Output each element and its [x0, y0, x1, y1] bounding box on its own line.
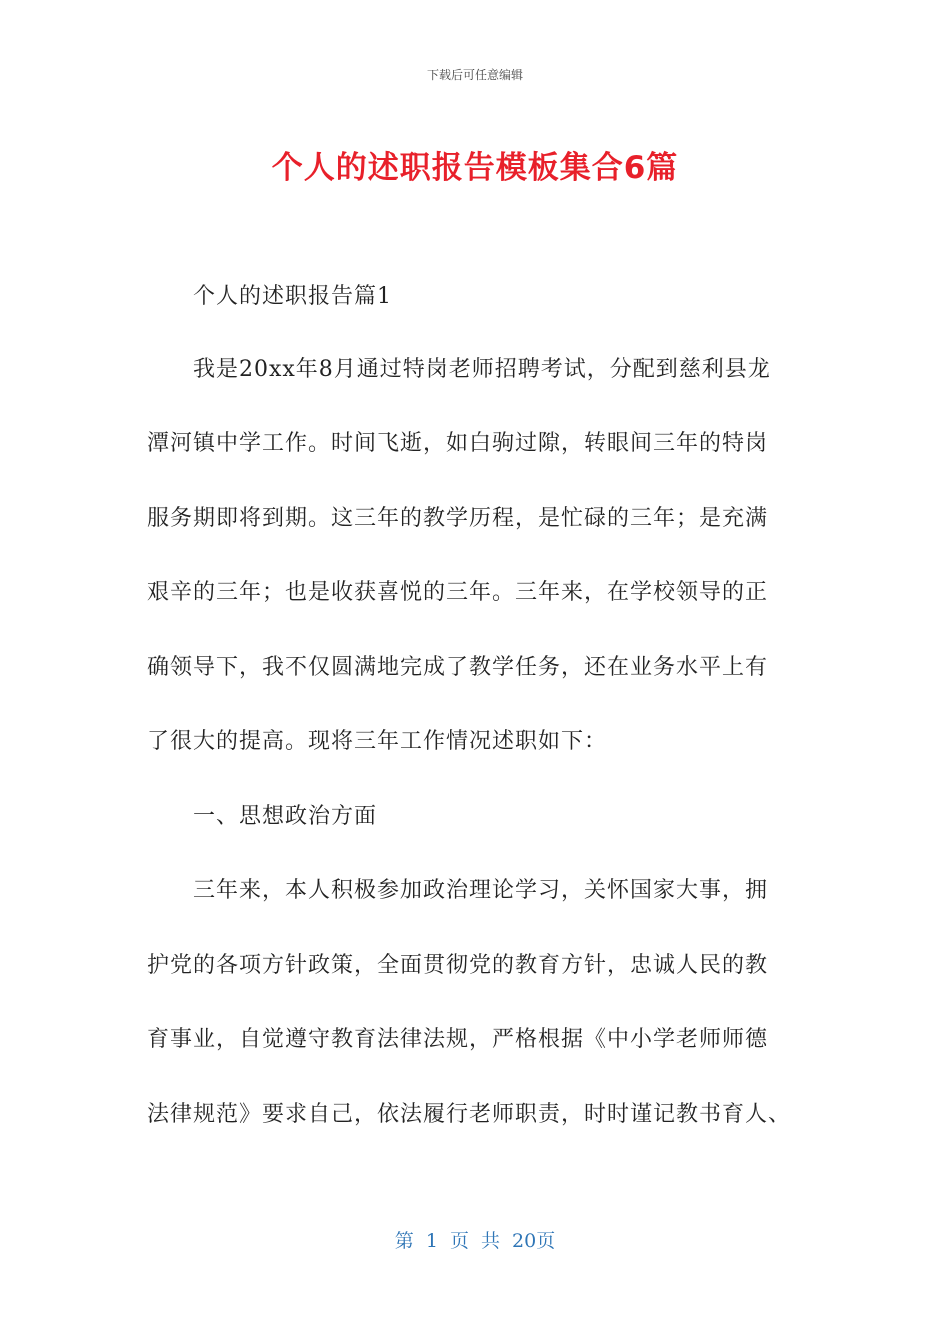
- paragraph-line: 护党的各项方针政策，全面贯彻党的教育方针，忠诚人民的教: [147, 953, 769, 978]
- paragraph-line: 潭河镇中学工作。时间飞逝，如白驹过隙，转眼间三年的特岗: [147, 431, 769, 456]
- paragraph-line: 育事业，自觉遵守教育法律法规，严格根据《中小学老师师德: [147, 1027, 769, 1052]
- paragraph-line: 我是20xx年8月通过特岗老师招聘考试，分配到慈利县龙: [193, 357, 771, 382]
- paragraph-line: 服务期即将到期。这三年的教学历程，是忙碌的三年；是充满: [147, 506, 769, 531]
- section-heading: 个人的述职报告篇1: [193, 284, 392, 309]
- document-title: 个人的述职报告模板集合6篇: [271, 150, 679, 186]
- paragraph-line: 艰辛的三年；也是收获喜悦的三年。三年来，在学校领导的正: [147, 580, 769, 605]
- paragraph-line: 确领导下，我不仅圆满地完成了教学任务，还在业务水平上有: [147, 655, 769, 680]
- page-header-note: 下载后可任意编辑: [426, 68, 523, 82]
- section-heading: 一、思想政治方面: [193, 804, 378, 829]
- paragraph-line: 法律规范》要求自己，依法履行老师职责，时时谨记教书育人、: [147, 1102, 792, 1127]
- page-number-footer: 第 1 页 共 20页: [394, 1230, 556, 1252]
- paragraph-line: 三年来，本人积极参加政治理论学习，关怀国家大事，拥: [193, 878, 769, 903]
- paragraph-line: 了很大的提高。现将三年工作情况述职如下：: [147, 729, 608, 754]
